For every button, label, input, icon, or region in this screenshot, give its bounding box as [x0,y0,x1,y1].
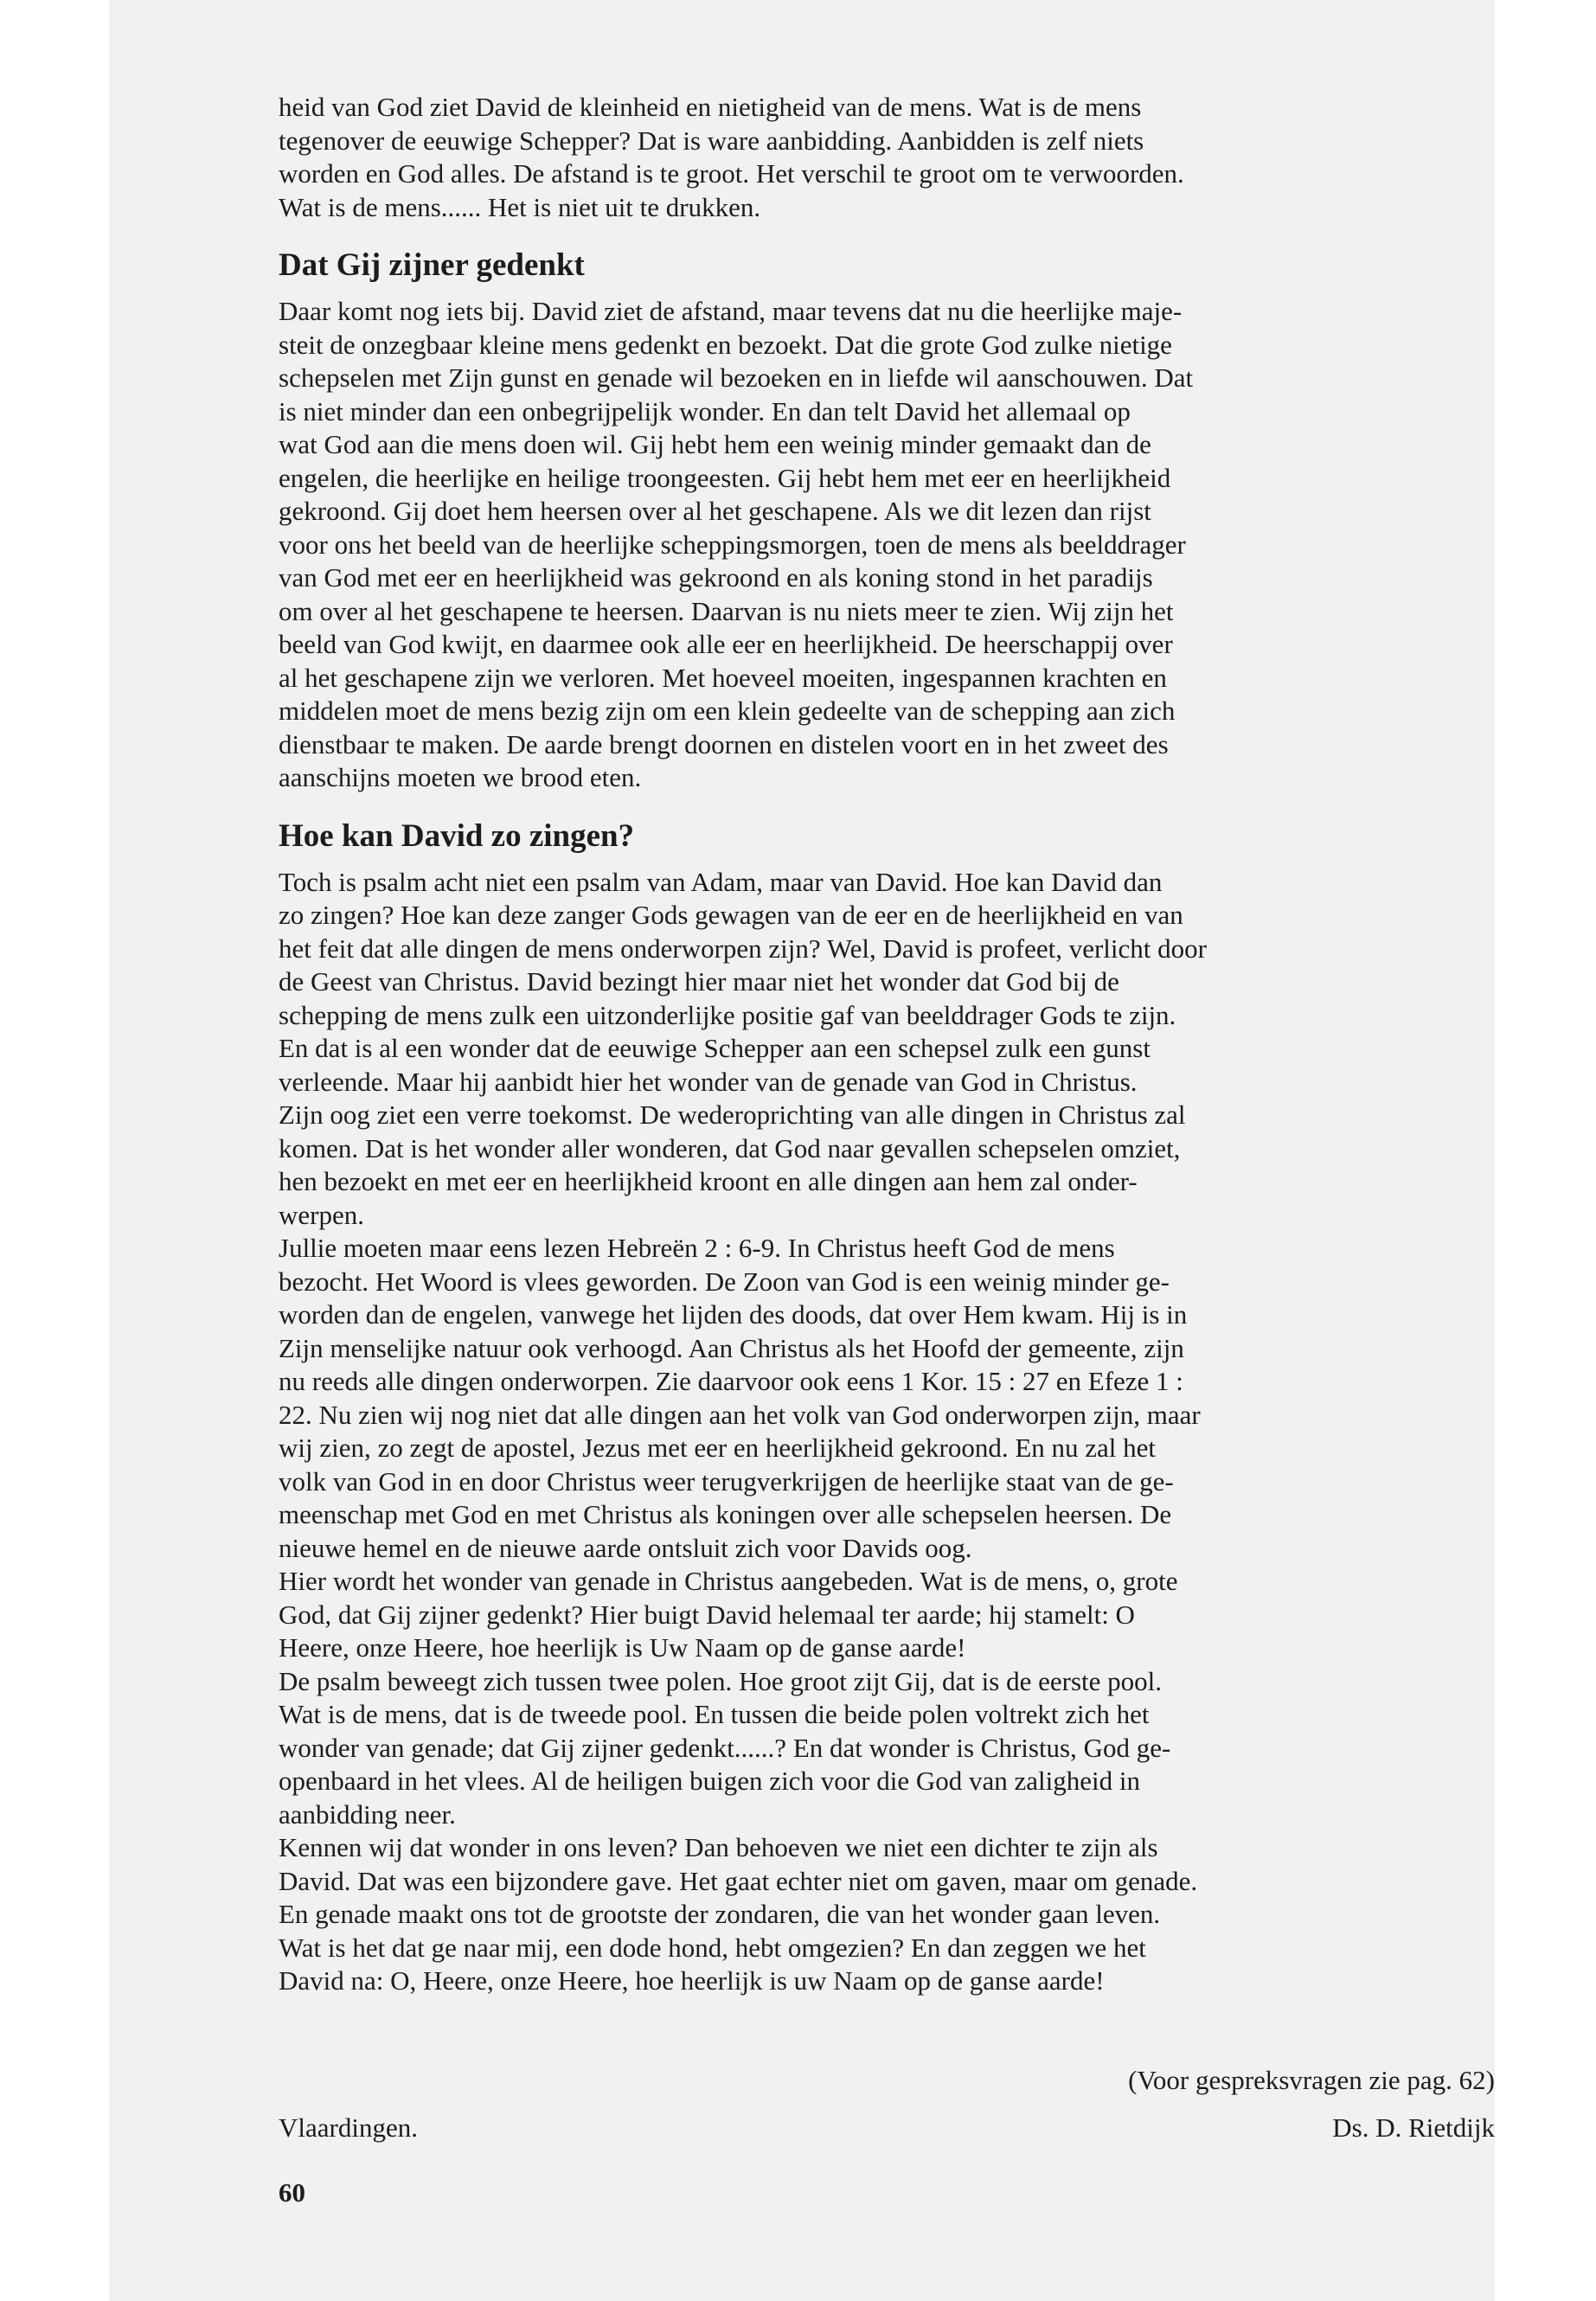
text-line: om over al het geschapene te heersen. Daarvan is nu niets meer te zien. Wij zijn het [279,595,1174,626]
scan-margin-left [0,0,109,2301]
discussion-reference: (Voor gespreksvragen zie pag. 62) [1128,2065,1495,2095]
text-line: steit de onzegbaar kleine mens gedenkt en bezoekt. Dat die grote God zulke nietige [279,329,1172,360]
text-line: God, dat Gij zijner gedenkt? Hier buigt David helemaal ter aarde; hij stamelt: O [279,1599,1135,1630]
text-line: worden dan de engelen, vanwege het lijden des doods, dat over Hem kwam. Hij is in [279,1299,1188,1330]
text-line: heid van God ziet David de kleinheid en nietigheid van de mens. Wat is de mens [279,92,1142,122]
text-line: gekroond. Gij doet hem heersen over al het geschapene. Als we dit lezen dan rijst [279,496,1151,526]
text-line: werpen. [279,1199,364,1230]
text-line: beeld van God kwijt, en daarmee ook alle eer en heerlijkheid. De heerschappij over [279,629,1173,659]
text-line: voor ons het beeld van de heerlijke scheppingsmorgen, toen de mens als beelddrager [279,529,1186,560]
text-line: wonder van genade; dat Gij zijner gedenkt......? En dat wonder is Christus, God ge- [279,1732,1171,1763]
text-line: wij zien, zo zegt de apostel, Jezus met eer en heerlijkheid gekroond. En nu zal het [279,1433,1157,1463]
text-line: De psalm beweegt zich tussen twee polen. Hoe groot zijt Gij, dat is de eerste pool. [279,1665,1162,1696]
text-line: volk van God in en door Christus weer terugverkrijgen de heerlijke staat van de ge- [279,1465,1174,1497]
section-heading-1: Dat Gij zijner gedenkt [279,247,585,283]
text-line: nu reeds alle dingen onderworpen. Zie daarvoor ook eens 1 Kor. 15 : 27 en Efeze 1 : [279,1366,1183,1396]
section-1-body [279,295,1495,795]
text-line: tegenover de eeuwige Schepper? Dat is ware aanbidding. Aanbidden is zelf niets [279,125,1144,156]
text-line: schepselen met Zijn gunst en genade wil bezoeken en in liefde wil aanschouwen. Dat [279,362,1194,393]
text-line: Heere, onze Heere, hoe heerlijk is Uw Naam op de ganse aarde! [279,1632,966,1663]
text-line: Wat is de mens...... Het is niet uit te drukken. [279,191,761,222]
text-line: meenschap met God en met Christus als koningen over alle schepselen heersen. De [279,1499,1172,1529]
text-line: openbaard in het vlees. Al de heiligen buigen zich voor die God van zaligheid in [279,1766,1141,1796]
text-line: dienstbaar te maken. De aarde brengt doornen en distelen voort en in het zweet des [279,728,1169,760]
text-line: van God met eer en heerlijkheid was gekroond en als koning stond in het paradijs [279,562,1153,593]
text-line: Jullie moeten maar eens lezen Hebreën 2 : 6-9. In Christus heeft God de mens [279,1233,1115,1263]
text-line: Kennen wij dat wonder in ons leven? Dan behoeven we niet een dichter te zijn als [279,1832,1158,1862]
text-line: bezocht. Het Woord is vlees geworden. De Zoon van God is een weinig minder ge- [279,1266,1170,1297]
text-line: Wat is de mens, dat is de tweede pool. En tussen die beide polen voltrekt zich het [279,1699,1150,1729]
page-number: 60 [279,2177,305,2208]
scan-margin-right [1495,0,1596,2301]
text-line: David na: O, Heere, onze Heere, hoe heerlijk is uw Naam op de ganse aarde! [279,1965,1105,1996]
text-line: En genade maakt ons tot de grootste der zondaren, die van het wonder gaan leven. [279,1899,1161,1929]
text-line: aanschijns moeten we brood eten. [279,762,642,792]
text-line: verleende. Maar hij aanbidt hier het wonder van de genade van God in Christus. [279,1066,1138,1097]
text-line: David. Dat was een bijzondere gave. Het gaat echter niet om gaven, maar om genade. [279,1865,1198,1896]
text-line: Toch is psalm acht niet een psalm van Adam, maar van David. Hoe kan David dan [279,866,1163,897]
intro-paragraph [279,91,1495,224]
text-line: worden en God alles. De afstand is te groot. Het verschil te groot om te verwoorden. [279,158,1184,189]
text-line: komen. Dat is het wonder aller wonderen, dat God naar gevallen schepselen omziet, [279,1132,1181,1163]
section-heading-2: Hoe kan David zo zingen? [279,817,635,854]
author-name: Ds. D. Rietdijk [1332,2112,1495,2143]
article-body [279,91,1495,2288]
text-line: nieuwe hemel en de nieuwe aarde ontsluit zich voor Davids oog. [279,1532,972,1563]
text-line: Daar komt nog iets bij. David ziet de afstand, maar tevens dat nu die heerlijke maje- [279,296,1183,326]
text-line: engelen, die heerlijke en heilige troongeesten. Gij hebt hem met eer en heerlijkheid [279,462,1171,493]
city-name: Vlaardingen. [279,2112,418,2143]
text-line: 22. Nu zien wij nog niet dat alle dingen aan het volk van God onderworpen zijn, maar [279,1399,1201,1430]
signature-line [279,2111,1495,2145]
text-line: Wat is het dat ge naar mij, een dode hond, hebt omgezien? En dan zeggen we het [279,1932,1146,1963]
text-line: wat God aan die mens doen wil. Gij hebt hem een weinig minder gemaakt dan de [279,429,1151,459]
text-line: Hier wordt het wonder van genade in Christus aangebeden. Wat is de mens, o, grote [279,1566,1178,1596]
text-line: Zijn oog ziet een verre toekomst. De wederoprichting van alle dingen in Christus zal [279,1099,1186,1130]
section-2-body [279,866,1495,1998]
text-line: En dat is al een wonder dat de eeuwige Schepper aan een schepsel zulk een gunst [279,1033,1151,1063]
text-line: de Geest van Christus. David bezingt hier maar niet het wonder dat God bij de [279,966,1119,997]
text-line: al het geschapene zijn we verloren. Met hoeveel moeiten, ingespannen krachten en [279,662,1167,693]
text-line: middelen moet de mens bezig zijn om een klein gedeelte van de schepping aan zich [279,695,1176,726]
text-line: hen bezoekt en met eer en heerlijkheid kroont en alle dingen aan hem zal onder- [279,1166,1138,1196]
text-line: het feit dat alle dingen de mens onderworpen zijn? Wel, David is profeet, verlicht door [279,933,1207,964]
text-line: aanbidding neer. [279,1798,456,1830]
text-line: schepping de mens zulk een uitzonderlijke positie gaf van beelddrager Gods te zijn. [279,999,1176,1030]
text-line: is niet minder dan een onbegrijpelijk wonder. En dan telt David het allemaal op [279,395,1131,426]
text-line: Zijn menselijke natuur ook verhoogd. Aan Christus als het Hoofd der gemeente, zijn [279,1332,1184,1363]
text-line: zo zingen? Hoe kan deze zanger Gods gewagen van de eer en de heerlijkheid en van [279,900,1183,930]
